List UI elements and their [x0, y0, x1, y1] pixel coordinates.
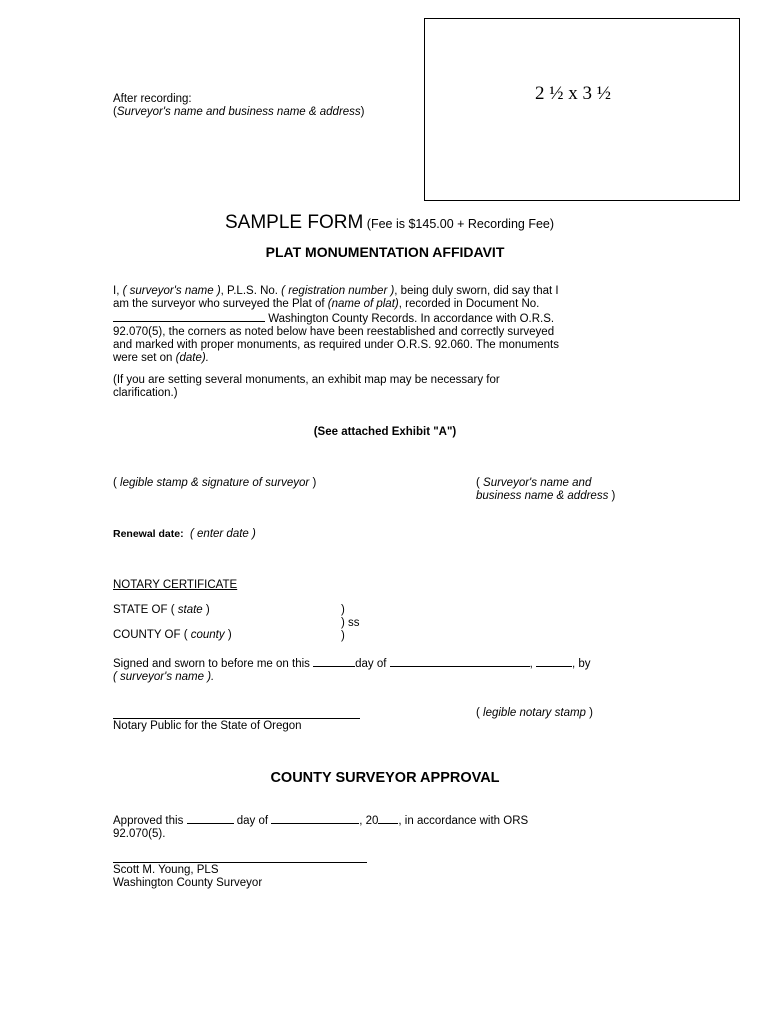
- after-recording-address: (Surveyor's name and business name & address): [113, 106, 365, 118]
- notary-signature-line: [113, 718, 360, 719]
- approval-year-blank: [378, 813, 398, 824]
- registration-number-placeholder: ( registration number ): [281, 285, 395, 297]
- notary-stamp-placeholder: ( legible notary stamp ): [476, 707, 593, 719]
- surveyor-stamp-signature: ( legible stamp & signature of surveyor ): [113, 477, 317, 489]
- sworn-surveyor-name: ( surveyor's name ).: [113, 671, 215, 683]
- year-blank: [536, 656, 572, 667]
- after-recording-label: After recording:: [113, 93, 192, 105]
- stamp-size-label: 2 ½ x 3 ½: [535, 83, 611, 104]
- notary-state: STATE OF ( state ): [113, 604, 210, 616]
- day-blank: [313, 656, 355, 667]
- approval-statement: Approved this day of , 20 , in accordance with ORS 92.070(5).: [113, 815, 529, 840]
- county-surveyor-position: Washington County Surveyor: [113, 877, 263, 889]
- date-placeholder: (date).: [175, 352, 209, 364]
- affidavit-paragraph: I, ( surveyor's name ), P.L.S. No. ( registration number ), being duly sworn, did say that I am the surveyor who surveyed the Plat of (name of plat), recorded in Document No. Washington County Records. In accordance with O.R.S. 92.070(5), the corners as noted below have been reestablished and correctly surveyed and marked with proper monuments, as required under O.R.S. 92.060. The monuments were set on (date).: [113, 285, 559, 364]
- approval-month-blank: [271, 813, 359, 824]
- renewal-date-value: ( enter date ): [190, 528, 256, 540]
- county-approval-title: COUNTY SURVEYOR APPROVAL: [270, 770, 500, 786]
- approval-day-blank: [187, 813, 234, 824]
- after-recording-block: [113, 93, 365, 119]
- notary-heading: NOTARY CERTIFICATE: [113, 579, 238, 591]
- notary-public-label: Notary Public for the State of Oregon: [113, 720, 302, 732]
- county-surveyor-block: [113, 864, 262, 890]
- sample-form-heading: [225, 212, 554, 235]
- plat-name-placeholder: (name of plat): [327, 298, 399, 310]
- county-surveyor-signature-line: [113, 862, 367, 863]
- document-number-blank: [113, 311, 265, 322]
- exhibit-reference: (See attached Exhibit "A"): [313, 426, 457, 438]
- affidavit-title: PLAT MONUMENTATION AFFIDAVIT: [265, 244, 505, 260]
- exhibit-note: (If you are setting several monuments, an exhibit map may be necessary for clarification.): [113, 374, 500, 399]
- sample-form-label: SAMPLE FORM: [225, 212, 364, 233]
- fee-note: (Fee is $145.00 + Recording Fee): [363, 217, 555, 231]
- renewal-date: [113, 528, 256, 541]
- renewal-date-label: Renewal date:: [113, 528, 184, 540]
- month-blank: [390, 656, 530, 667]
- recording-stamp-box: [424, 18, 740, 201]
- surveyor-name-placeholder: ( surveyor's name ): [122, 285, 221, 297]
- county-surveyor-name: Scott M. Young, PLS: [113, 864, 219, 876]
- surveyor-business-name: ( Surveyor's name and business name & address ): [476, 477, 616, 502]
- notary-ss-brackets: ) ) ss ): [341, 604, 360, 642]
- notary-county: COUNTY OF ( county ): [113, 629, 232, 641]
- notary-sworn-statement: Signed and sworn to before me on this day of , , by ( surveyor's name ).: [113, 656, 658, 684]
